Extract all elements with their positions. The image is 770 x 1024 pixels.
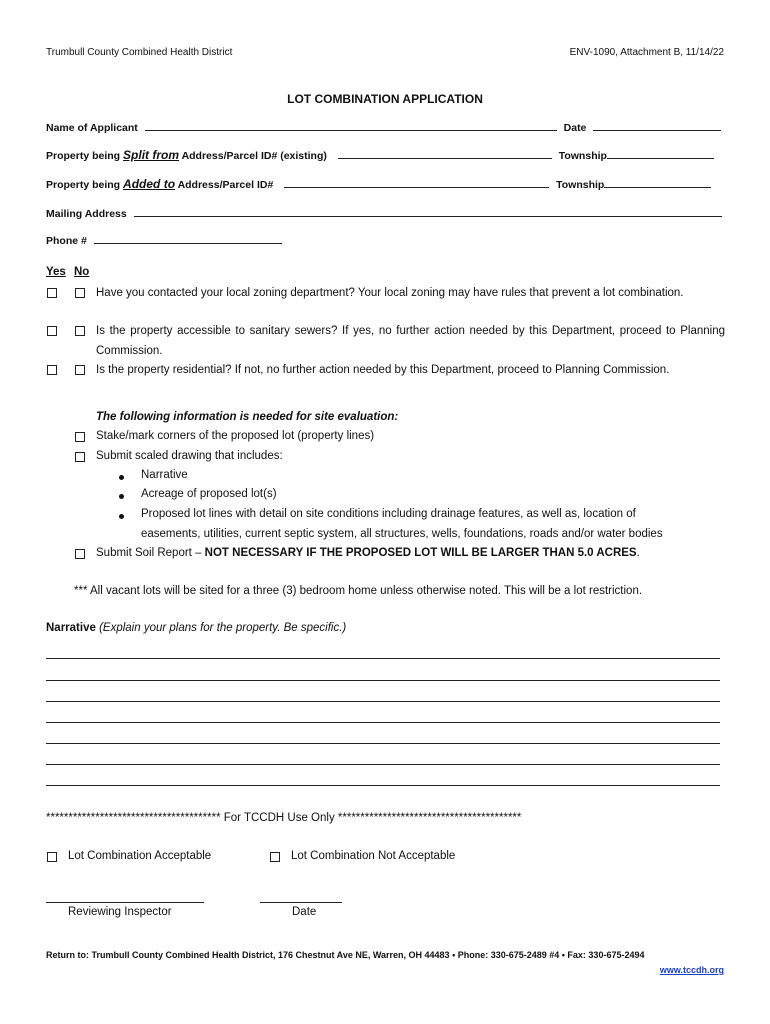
bullet-lot-lines: Proposed lot lines with detail on site conditions including drainage features, as well as, location of [141,508,636,520]
mailing-label: Mailing Address [46,208,127,220]
bullet [119,494,124,499]
applicant-field[interactable] [145,120,557,131]
header-right: ENV-1090, Attachment B, 11/14/22 [569,47,724,58]
added-em: Added to [123,177,176,191]
q3-no-checkbox[interactable] [75,365,85,375]
q1-yes-checkbox[interactable] [47,288,57,298]
drawing-checkbox[interactable] [75,452,85,462]
narrative-line[interactable] [46,701,720,702]
site-eval-heading: The following information is needed for site evaluation: [96,411,399,423]
vacant-lot-note: *** All vacant lots will be sited for a three (3) bedroom home unless otherwise noted. This will be a lot restriction. [74,585,643,597]
narrative-label: Narrative [46,622,96,634]
office-use-banner: *************************************** For TCCDH Use Only ***************************************** [46,812,522,824]
bullet [119,514,124,519]
soil-prefix: Submit Soil Report – [96,547,205,559]
split-suffix: Address/Parcel ID# (existing) [181,150,327,162]
footer-contact: Return to: Trumbull County Combined Health District, 176 Chestnut Ave NE, Warren, OH 44483 • Phone: 330-675-2489 #4 • Fax: 330-675-2494 [46,950,645,960]
added-township-field[interactable] [604,177,711,188]
narrative-line[interactable] [46,658,720,659]
inspector-signature-line[interactable] [46,902,204,903]
bullet-narrative: Narrative [141,469,188,481]
split-em: Split from [123,148,180,162]
not-acceptable-checkbox[interactable] [270,852,280,862]
question-2: Is the property accessible to sanitary sewers? If yes, no further action needed by this Department, proceed to Planning Commission. [96,325,725,357]
soil-item [96,547,640,559]
bullet [119,475,124,480]
applicant-row [46,120,721,134]
office-date-label: Date [292,906,317,918]
added-field[interactable] [284,177,549,188]
q3-yes-checkbox[interactable] [47,365,57,375]
phone-row [46,233,282,247]
applicant-label: Name of Applicant [46,122,138,134]
not-acceptable-label: Lot Combination Not Acceptable [291,850,456,862]
yes-header: Yes [46,266,66,278]
bullet-lot-lines-cont: easements, utilities, current septic system, all structures, wells, foundations, roads and/or water bodies [141,528,663,540]
narrative-line[interactable] [46,743,720,744]
acceptable-checkbox[interactable] [47,852,57,862]
acceptable-label: Lot Combination Acceptable [68,850,212,862]
split-field[interactable] [338,148,552,159]
soil-bold: NOT NECESSARY IF THE PROPOSED LOT WILL BE LARGER THAN 5.0 ACRES [204,547,637,559]
narrative-hint: (Explain your plans for the property. Be specific.) [99,622,347,634]
date-label: Date [563,122,587,134]
narrative-line[interactable] [46,722,720,723]
narrative-heading [46,622,346,634]
q2-yes-checkbox[interactable] [47,326,57,336]
date-signature-line[interactable] [260,902,342,903]
split-row [46,148,714,162]
no-header: No [74,266,90,278]
narrative-line[interactable] [46,764,720,765]
added-prefix: Property being [46,179,121,191]
page-title: LOT COMBINATION APPLICATION [287,92,483,106]
added-township-label: Township [556,179,605,191]
added-row [46,177,711,191]
header-left: Trumbull County Combined Health District [46,47,233,58]
bullet-acreage: Acreage of proposed lot(s) [141,488,277,500]
mailing-field[interactable] [134,206,722,217]
q1-no-checkbox[interactable] [75,288,85,298]
inspector-label: Reviewing Inspector [68,906,172,918]
split-prefix: Property being [46,150,121,162]
stake-item: Stake/mark corners of the proposed lot (property lines) [96,430,375,442]
question-1: Have you contacted your local zoning department? Your local zoning may have rules that prevent a lot combination. [96,287,684,299]
narrative-line[interactable] [46,680,720,681]
mailing-row [46,206,722,220]
drawing-item: Submit scaled drawing that includes: [96,450,283,462]
q2-no-checkbox[interactable] [75,326,85,336]
website-link[interactable]: www.tccdh.org [659,965,724,975]
date-field[interactable] [593,120,721,131]
narrative-line[interactable] [46,785,720,786]
soil-end: . [636,547,640,559]
added-suffix: Address/Parcel ID# [177,179,274,191]
stake-checkbox[interactable] [75,432,85,442]
split-township-label: Township [558,150,607,162]
phone-field[interactable] [94,233,282,244]
question-3: Is the property residential? If not, no further action needed by this Department, proceed to Planning Commission. [96,364,670,376]
phone-label: Phone # [46,235,87,247]
soil-checkbox[interactable] [75,549,85,559]
split-township-field[interactable] [607,148,714,159]
